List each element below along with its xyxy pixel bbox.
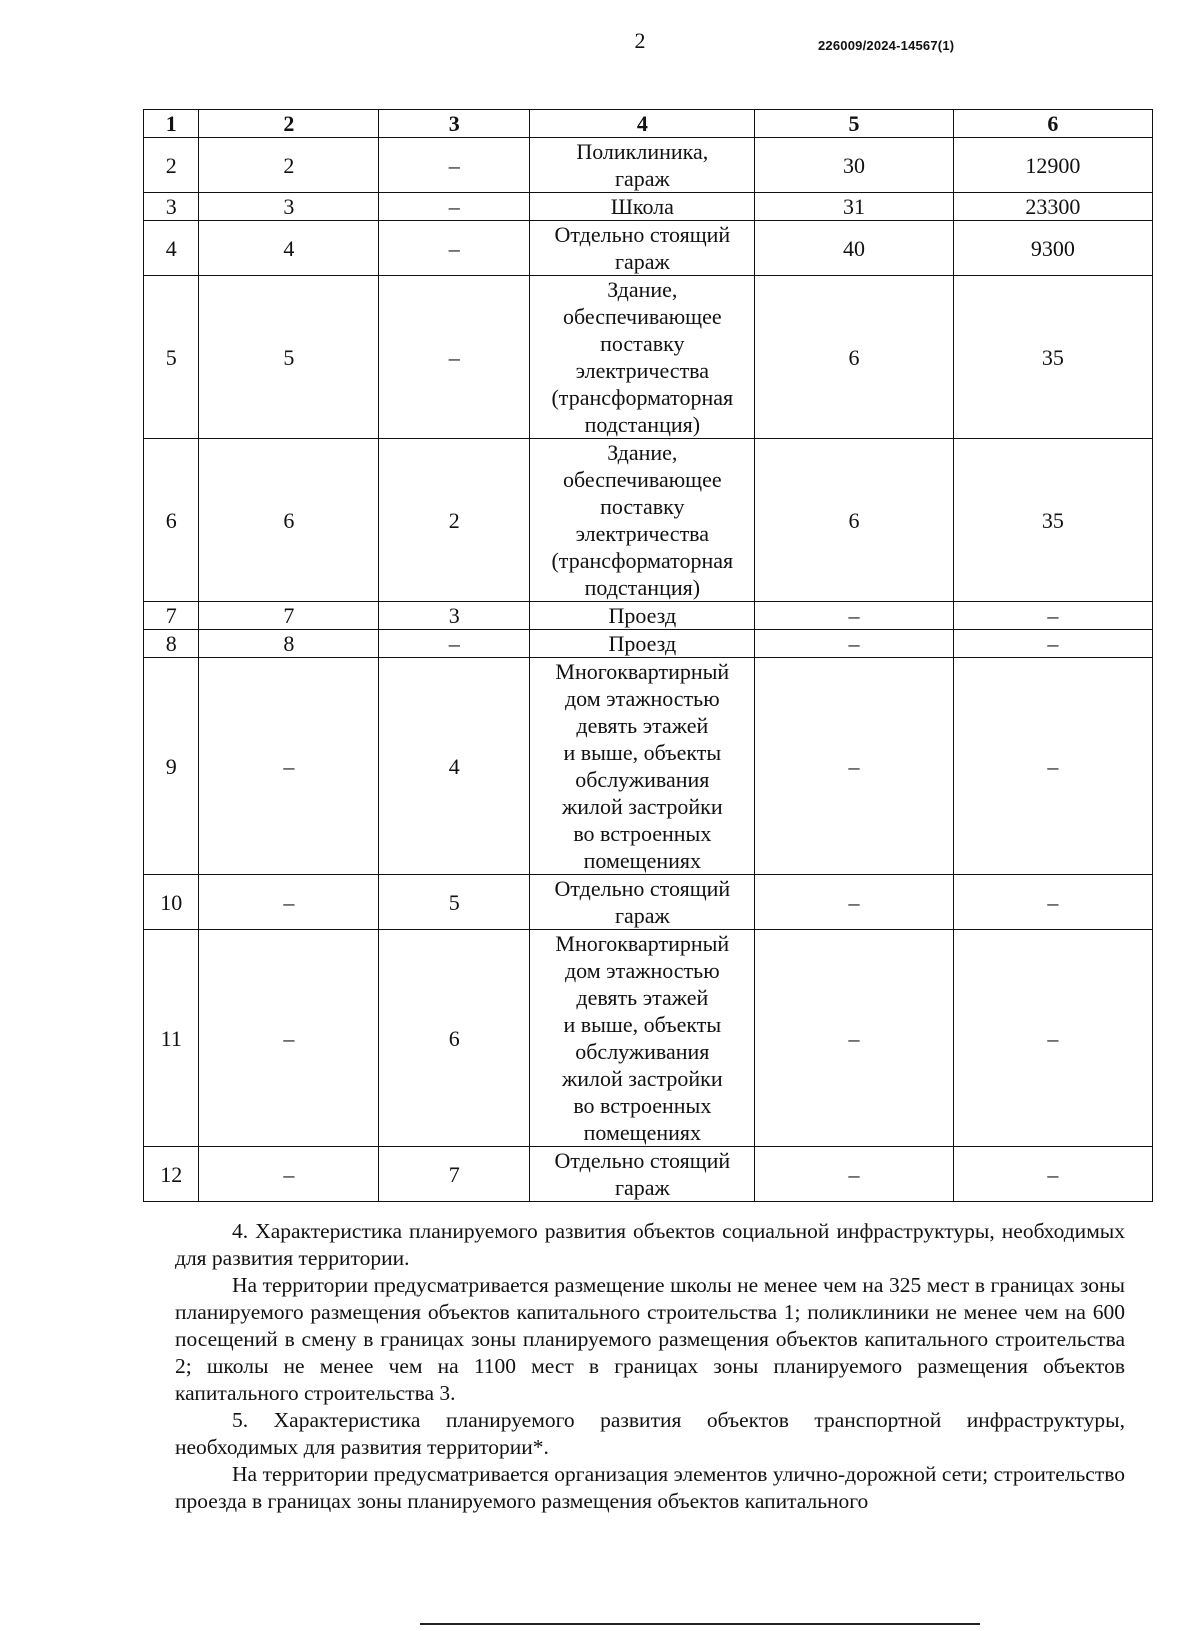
table-cell: 3 [144, 193, 199, 221]
table-cell: 7 [144, 602, 199, 630]
table-cell: 2 [379, 439, 530, 602]
table-cell: – [379, 193, 530, 221]
table-cell: – [953, 930, 1152, 1147]
table-cell: – [199, 875, 379, 930]
table-row [144, 439, 1153, 602]
table-cell: – [755, 602, 953, 630]
table-cell: – [755, 658, 953, 875]
table-cell: 23300 [953, 193, 1152, 221]
column-header: 2 [199, 110, 379, 138]
objects-table-body [144, 110, 1153, 1202]
table-cell: Отдельно стоящий гараж [530, 1147, 755, 1202]
column-header: 4 [530, 110, 755, 138]
table-row [144, 138, 1153, 193]
table-cell: 40 [755, 221, 953, 276]
table-cell: Отдельно стоящий гараж [530, 221, 755, 276]
table-header-row [144, 110, 1153, 138]
table-cell: 11 [144, 930, 199, 1147]
table-cell: – [953, 1147, 1152, 1202]
table-cell: 35 [953, 276, 1152, 439]
table-cell: – [199, 930, 379, 1147]
paragraph: 4. Характеристика планируемого развития объектов социальной инфраструктуры, необходимых для развития территории. [175, 1219, 1125, 1270]
paragraph: На территории предусматривается организация элементов улично-дорожной сети; строительство проезда в границах зоны планируемого размещения объектов капитального [175, 1462, 1125, 1513]
table-cell: 3 [379, 602, 530, 630]
table-cell: – [755, 630, 953, 658]
table-row [144, 658, 1153, 875]
table-cell: Отдельно стоящий гараж [530, 875, 755, 930]
table-row [144, 602, 1153, 630]
paragraph: 5. Характеристика планируемого развития объектов транспортной инфраструктуры, необходимых для развития территории*. [175, 1408, 1125, 1459]
objects-table [143, 109, 1153, 1202]
table-cell: 35 [953, 439, 1152, 602]
table-cell: Многоквартирный дом этажностью девять этажей и выше, объекты обслуживания жилой застройки во встроенных помещениях [530, 658, 755, 875]
table-row [144, 193, 1153, 221]
table-cell: – [379, 276, 530, 439]
table-cell: 12900 [953, 138, 1152, 193]
table-cell: – [953, 658, 1152, 875]
table-cell: – [379, 138, 530, 193]
table-cell: 4 [144, 221, 199, 276]
table-cell: 8 [199, 630, 379, 658]
table-cell: 5 [379, 875, 530, 930]
column-header: 1 [144, 110, 199, 138]
table-cell: – [199, 1147, 379, 1202]
table-cell: Многоквартирный дом этажностью девять этажей и выше, объекты обслуживания жилой застройки во встроенных помещениях [530, 930, 755, 1147]
table-cell: 9 [144, 658, 199, 875]
table-cell: 6 [755, 439, 953, 602]
table-cell: – [953, 875, 1152, 930]
table-cell: 5 [144, 276, 199, 439]
table-cell: – [755, 1147, 953, 1202]
table-cell: 12 [144, 1147, 199, 1202]
table-cell: 2 [199, 138, 379, 193]
table-row [144, 630, 1153, 658]
table-row [144, 276, 1153, 439]
table-cell: 9300 [953, 221, 1152, 276]
document-id: 226009/2024-14567(1) [818, 38, 955, 53]
table-row [144, 1147, 1153, 1202]
paragraph: На территории предусматривается размещение школы не менее чем на 325 мест в границах зоны планируемого размещения объектов капитального строительства 1; поликлиники не менее чем на 600 посещений в смену в границах зоны планируемого размещения объектов капитального строительства 2; школы не менее чем на 1100 мест в границах зоны планируемого размещения объектов капитального строительства 3. [175, 1273, 1125, 1405]
page-number: 2 [634, 28, 646, 53]
table-cell: – [755, 930, 953, 1147]
table-cell: 31 [755, 193, 953, 221]
table-cell: 10 [144, 875, 199, 930]
table-cell: – [379, 221, 530, 276]
table-cell: – [953, 630, 1152, 658]
table-row [144, 221, 1153, 276]
column-header: 6 [953, 110, 1152, 138]
table-cell: 30 [755, 138, 953, 193]
table-cell: 4 [379, 658, 530, 875]
table-row [144, 930, 1153, 1147]
table-cell: Здание, обеспечивающее поставку электричества (трансформаторная подстанция) [530, 439, 755, 602]
scan-edge-line [420, 1623, 980, 1625]
table-cell: 5 [199, 276, 379, 439]
table-cell: – [199, 658, 379, 875]
table-cell: – [953, 602, 1152, 630]
table-cell: 8 [144, 630, 199, 658]
body-text [175, 1218, 1125, 1515]
table-cell: 3 [199, 193, 379, 221]
table-cell: 2 [144, 138, 199, 193]
table-cell: Здание, обеспечивающее поставку электричества (трансформаторная подстанция) [530, 276, 755, 439]
table-cell: – [379, 630, 530, 658]
table-cell: Проезд [530, 630, 755, 658]
table-cell: – [755, 875, 953, 930]
table-cell: 7 [199, 602, 379, 630]
table-cell: Проезд [530, 602, 755, 630]
table-cell: Школа [530, 193, 755, 221]
table-cell: 4 [199, 221, 379, 276]
column-header: 5 [755, 110, 953, 138]
table-cell: 6 [379, 930, 530, 1147]
table-cell: 6 [755, 276, 953, 439]
table-cell: 6 [144, 439, 199, 602]
table-cell: 6 [199, 439, 379, 602]
column-header: 3 [379, 110, 530, 138]
table-cell: 7 [379, 1147, 530, 1202]
table-row [144, 875, 1153, 930]
table-cell: Поликлиника, гараж [530, 138, 755, 193]
